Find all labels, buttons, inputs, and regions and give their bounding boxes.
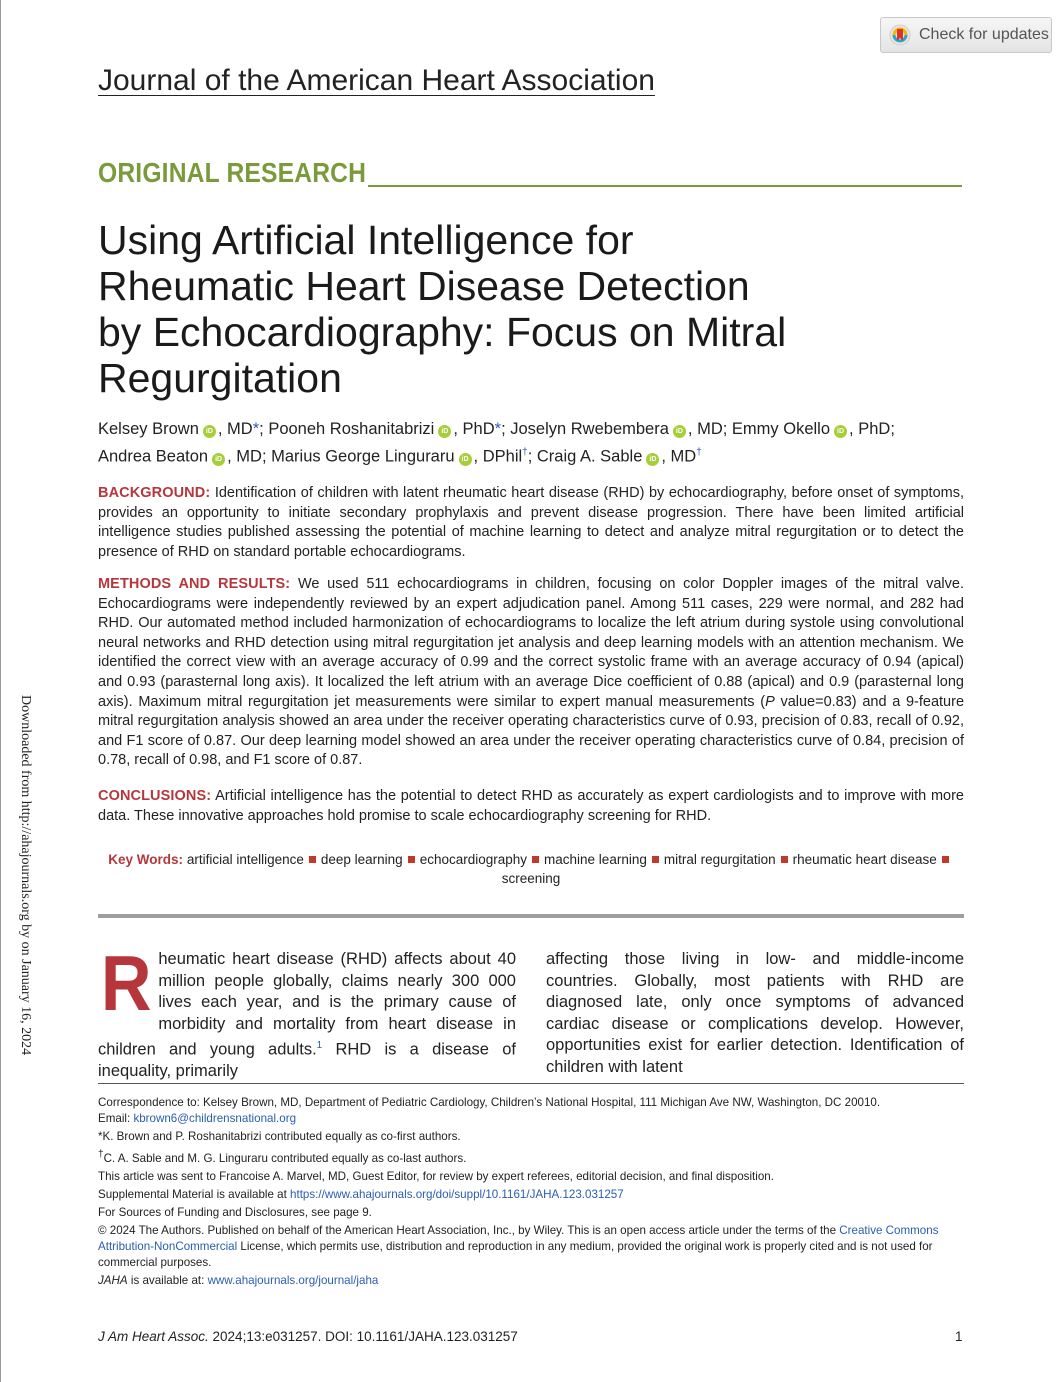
author-name: Andrea Beaton xyxy=(98,447,209,466)
square-bullet-icon xyxy=(942,856,949,863)
author-name: Kelsey Brown xyxy=(98,420,199,438)
body-text: RHD is a disease of inequality, primarily xyxy=(98,1040,516,1080)
footnote-funding: For Sources of Funding and Disclosures, see page 9. xyxy=(98,1205,372,1219)
article-title-line: by Echocardiography: Focus on Mitral xyxy=(98,309,787,355)
keywords xyxy=(98,850,964,888)
keyword: machine learning xyxy=(544,852,647,867)
body-text: affecting those living in low- and middle-income countries. Globally, most patients with RHD are diagnosed late, only once symptoms of advanced cardiac disease or complications develop. However, opportunities exist for earlier detection. Identification of children with latent xyxy=(546,950,964,1076)
footnotes xyxy=(98,1095,964,1291)
abstract-text: Identification of children with latent rheumatic heart disease (RHD) by echocardiography, before onset of symptoms, provides an opportunity to initiate secondary prophylaxis and prevent disease progression. There have been limited artificial intelligence studies published assessing the potential of machine learning to detect and analyze mitral regurgitation or to detect the presence of RHD on standard portable echocardiograms. xyxy=(98,485,965,560)
check-for-updates-button[interactable] xyxy=(880,17,1052,53)
abstract-text: Artificial intelligence has the potential to detect RHD as accurately as expert cardiologists and to improve with more data. These innovative approaches hold promise to scale echocardiography screening for RHD. xyxy=(98,788,964,824)
footnote-divider xyxy=(98,1083,964,1084)
square-bullet-icon xyxy=(408,856,415,863)
email-link[interactable]: kbrown6@childrensnational.org xyxy=(133,1112,297,1125)
abstract-heading: CONCLUSIONS: xyxy=(98,788,212,804)
orcid-icon[interactable]: iD xyxy=(459,453,472,466)
bookmark-update-icon xyxy=(889,24,911,46)
keywords-heading: Key Words: xyxy=(108,852,184,867)
square-bullet-icon xyxy=(309,856,316,863)
page-number: 1 xyxy=(955,1329,963,1344)
keyword: echocardiography xyxy=(419,852,528,867)
footnote-colast: †C. A. Sable and M. G. Linguraru contributed equally as co-last authors. xyxy=(98,1149,467,1165)
section-label: ORIGINAL RESEARCH xyxy=(98,157,367,188)
supplemental-link[interactable]: https://www.ahajournals.org/doi/suppl/10.1161/JAHA.123.031257 xyxy=(290,1187,624,1201)
orcid-icon[interactable]: iD xyxy=(203,425,216,438)
author-name: Marius George Linguraru xyxy=(271,447,455,466)
author-mark[interactable]: † xyxy=(696,447,702,458)
orcid-icon[interactable]: iD xyxy=(438,425,451,438)
citation-footer: J Am Heart Assoc. 2024;13:e031257. DOI: 10.1161/JAHA.123.031257 xyxy=(98,1329,518,1344)
abstract-heading: METHODS AND RESULTS: xyxy=(98,576,291,592)
footnote-editor: This article was sent to Francoise A. Marvel, MD, Guest Editor, for review by expert referees, editorial decision, and final disposition. xyxy=(98,1169,774,1183)
keyword: rheumatic heart disease xyxy=(792,852,937,867)
body-column-left xyxy=(98,939,516,1083)
keyword: mitral regurgitation xyxy=(663,852,776,867)
abstract-background xyxy=(98,484,964,562)
abstract-methods: METHODS AND RESULTS: We used 511 echocardiograms in children, focusing on color Doppler images of the mitral valve. Echocardiograms were independently reviewed by an expert adjudication panel. Among 511 cases, 229 were normal, and 282 had RHD. Our automated method included harmonization of echocardiograms to localize the left atrium during systole using convolutional neural networks and RHD detection using mitral regurgitation jet analysis and deep learning models with an attention mechanism. We identified the correct view with an average accuracy of 0.99 and the correct systolic frame with an average accuracy of 0.94 (apical) and 0.93 (parasternal long axis). It localized the left atrium with an average Dice coefficient of 0.88 (apical) and 0.9 (parasternal long axis). Maximum mitral regurgitation jet measurements were similar to expert manual measurements (P value=0.83) and a 9-feature mitral regurgitation analysis showed an area under the receiver operating characteristics curve of 0.93, precision of 0.83, recall of 0.92, and F1 score of 0.87. Our deep learning model showed an area under the receiver operating characteristics curve of 0.84, precision of 0.78, recall of 0.98, and F1 score of 0.87. xyxy=(98,576,965,769)
square-bullet-icon xyxy=(652,856,659,863)
license-link[interactable]: Creative Commons Attribution-NonCommercial xyxy=(98,1223,939,1253)
abstract-conclusions xyxy=(98,787,964,826)
footnote-jaha: JAHA is available at: www.ahajournals.org/journal/jaha xyxy=(98,1273,379,1287)
jaha-link[interactable]: www.ahajournals.org/journal/jaha xyxy=(207,1273,379,1287)
drop-cap: R xyxy=(100,939,152,1027)
author-name: Emmy Okello xyxy=(731,420,831,438)
body-column-right xyxy=(546,949,964,1078)
keyword: artificial intelligence xyxy=(186,852,304,867)
check-for-updates-label: Check for updates xyxy=(919,26,1049,43)
author-name: Craig A. Sable xyxy=(536,447,643,466)
reference-link[interactable]: 1 xyxy=(316,1040,323,1051)
author-name: Joselyn Rwebembera xyxy=(510,420,669,438)
article-title xyxy=(98,217,958,401)
article-title-line: Regurgitation xyxy=(98,355,342,401)
section-rule xyxy=(368,185,962,187)
journal-name[interactable]: Journal of the American Heart Association xyxy=(98,64,655,97)
orcid-icon[interactable]: iD xyxy=(212,453,225,466)
abstract-text: We used 511 echocardiograms in children, focusing on color Doppler images of the mitral valve. Echocardiograms were independently reviewed by an expert adjudication panel. Among 511 cases, 229 were normal, and 282 had RHD. Our automated method included harmonization of echocardiograms to localize the left atrium during systole using convolutional neural networks and RHD detection using mitral regurgitation jet analysis and deep learning models with an attention mechanism. We identified the correct view with an average accuracy of 0.99 and the correct systolic frame with an average accuracy of 0.94 (apical) and 0.93 (parasternal long axis). It localized the left atrium with an average Dice coefficient of 0.88 (apical) and 0.9 (parasternal long axis). Maximum mitral regurgitation jet measurements were similar to expert manual measurements ( xyxy=(98,576,964,710)
footnote-cofirst: *K. Brown and P. Roshanitabrizi contributed equally as co-first authors. xyxy=(98,1130,461,1143)
author-mark[interactable]: † xyxy=(522,447,528,458)
author-mark[interactable]: * xyxy=(252,420,260,438)
square-bullet-icon xyxy=(781,856,788,863)
footnote-correspondence: Correspondence to: Kelsey Brown, MD, Department of Pediatric Cardiology, Children’s National Hospital, 111 Michigan Ave NW, Washington, DC 20010. Email: kbrown6@childrensnational.org xyxy=(98,1096,881,1125)
orcid-icon[interactable]: iD xyxy=(646,453,659,466)
abstract-heading: BACKGROUND: xyxy=(98,485,211,501)
keyword: screening xyxy=(501,871,561,886)
orcid-icon[interactable]: iD xyxy=(673,425,686,438)
page-border xyxy=(0,0,1,1382)
body-text: heumatic heart disease (RHD) affects about 40 million people globally, claims nearly 300 000 lives each year, and is the primary cause of morbidity and mortality from heart disease in children and young adults. xyxy=(98,950,516,1059)
article-title-line: Rheumatic Heart Disease Detection xyxy=(98,263,750,309)
square-bullet-icon xyxy=(532,856,539,863)
footnote-license: © 2024 The Authors. Published on behalf of the American Heart Association, Inc., by Wiley. This is an open access article under the terms of the Creative Commons Attribution-NonCommercial License, which permits use, distribution and reproduction in any medium, provided the original work is properly cited and is not used for commercial purposes. xyxy=(98,1223,939,1269)
keyword: deep learning xyxy=(320,852,403,867)
article-title-line: Using Artificial Intelligence for xyxy=(98,217,634,263)
author-mark[interactable]: * xyxy=(494,420,502,438)
footnote-supplemental: Supplemental Material is available at https://www.ahajournals.org/doi/suppl/10.1161/JAHA.123.031257 xyxy=(98,1187,624,1201)
orcid-icon[interactable]: iD xyxy=(834,425,847,438)
download-watermark: Downloaded from http://ahajournals.org by on January 16, 2024 xyxy=(18,695,33,1056)
author-list: Kelsey Brown iD , MD*; Pooneh Roshanitabrizi iD , PhD*; Joselyn Rwebembera iD , MD; Emmy Okello iD , PhD; Andrea Beaton iD , MD; Marius George Linguraru iD , DPhil†; Craig A. Sable iD , MD† xyxy=(98,420,895,466)
section-divider xyxy=(98,914,964,918)
author-name: Pooneh Roshanitabrizi xyxy=(268,420,435,438)
